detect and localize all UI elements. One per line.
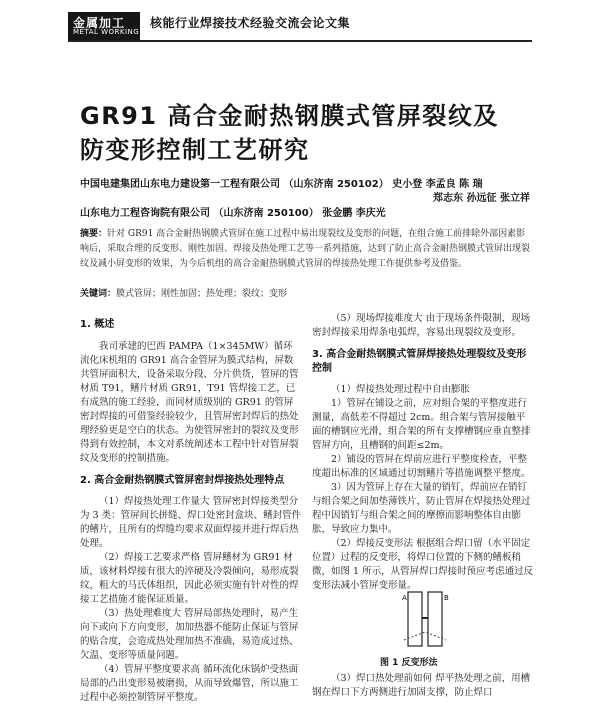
paper-title-line2: 防变形控制工艺研究 — [80, 136, 310, 164]
figure-panel-right — [428, 592, 442, 646]
abstract — [80, 227, 530, 272]
header-rule — [68, 40, 532, 42]
section-2-item-1: （1）焊接热处理工作量大 管屏密封焊接类型分为 3 类：管屏间长拼缝、焊口处密封盒块、鳍封管件的鳍片，且所有的焊缝均要求双面焊接并进行焊后热处理。 — [80, 496, 302, 549]
keywords-label: 关键词： — [80, 289, 117, 299]
section-1-heading: 1. 概述 — [80, 319, 115, 330]
section-2-item-4: （4）管屏平整度要求高 循环流化床锅炉受热面局部的凸出变形易被磨损，从而导致爆管，所以施工过程中必须控制管屏平整度。 — [80, 664, 299, 703]
figure-label-b: B — [444, 594, 449, 602]
journal-title: 核能行业焊接技术经验交流会论文集 — [150, 16, 351, 30]
section-3-sub-1: （1）焊接热处理过程中自由膨胀 — [331, 384, 471, 395]
figure-deformation-line — [404, 632, 446, 640]
section-3-item-1: 1）管屏在铺设之前，应对组合架的平整度进行测量，高低差不得超过 2cm。组合架与管屏接触平面的槽钢应光滑，组合架的所有支撑槽钢应垂直整排管屏方向，且槽钢的间距≤2m。 — [312, 398, 531, 451]
figure-1-caption: 图 1 反变形法 — [380, 658, 438, 668]
section-2-item-5: （5）现场焊接难度大 由于现场条件限制，现场密封焊接采用焊条电弧焊，容易出现裂纹及变形。 — [312, 313, 531, 338]
keywords-text: 膜式管屏；刚性加固；热处理；裂纹；变形 — [116, 289, 288, 299]
abstract-label: 摘要： — [80, 229, 108, 239]
affiliation-2: 山东电力工程咨询院有限公司 （山东济南 250100） 张金鹏 李庆光 — [80, 208, 386, 219]
keywords — [80, 287, 530, 301]
figure-1-diagram — [400, 588, 450, 650]
section-2-heading: 2. 高合金耐热钢膜式管屏密封焊接热处理特点 — [80, 475, 285, 486]
right-column — [312, 312, 534, 593]
section-2-item-2: （2）焊接工艺要求严格 管屏鳍材为 GR91 材质，该材料焊接有很大的淬硬及冷裂倾向，易形成裂纹，粗大的马氏体组织，因此必须实施有针对性的焊接工艺措施才能保证质量。 — [80, 552, 299, 605]
section-3-item-2: 2）铺设的管屏在焊前应进行平整度检查，平整度超出标准的区域通过切割鳍片等措施调整平整度。 — [312, 454, 531, 479]
logo-line1: 金属加工 — [73, 16, 126, 30]
affiliation-authors-cont: 郑志东 孙远征 张立祥 — [433, 193, 530, 204]
left-column — [80, 312, 302, 705]
affiliation-1: 中国电建集团山东电力建设第一工程有限公司 （山东济南 250102） 史小登 李孟良 陈 瑞 — [80, 179, 483, 190]
section-1-paragraph: 我司承建的巴西 PAMPA（1×345MW）循环流化床机组的 GR91 高合金管屏为膜式结构，屏数共管屏面积大，设备采取分段、分片供货，管屏的管材质 T91，鳍片材质 GR91，T91 管焊接工艺，已有成熟的施工经验，而同材质级别的 GR91 的管屏密封焊接的可借鉴经验较少，且管屏密封焊后的热处理经验更是空白的状态。为使管屏密封的裂纹及变形得到有效控制，本文对系统阐述本工程中针对管屏裂纹及变形的控制措施。 — [80, 341, 299, 464]
section-3-item-5: （3）焊口热处理前如何 焊平热处理之前，用槽钢在焊口下方两侧进行加固支撑，防止焊口 — [312, 673, 531, 698]
abstract-text: 针对 GR91 高合金耐热钢膜式管屏在施工过程中易出现裂纹及变形的问题，在组合施工前排除外部因素影响后，采取合理的反变形、刚性加固、焊接及热处理工艺等一系列措施，达到了防止高合金耐热钢膜式管屏出现裂纹及减小屏变形的效果，为今后机组的高合金耐热钢膜式管屏的焊接热处理工作提供参考及借鉴。 — [80, 229, 531, 269]
journal-logo — [68, 12, 140, 40]
section-3-item-4: （2）焊接反变形法 根据组合焊口留（水平固定位置）过程的反变形，将焊口位置的下侧的鳍板稍微，如图 1 所示，从管屏焊口焊接时预应考虑通过反变形法减小管屏变形量。 — [312, 538, 534, 591]
section-3-heading: 3. 高合金耐热钢膜式管屏焊接热处理裂纹及变形控制 — [312, 349, 527, 374]
right-column-bottom — [312, 672, 534, 700]
figure-panel-left — [408, 592, 422, 646]
logo-line2: METAL WORKING — [73, 28, 140, 36]
paper-title-line1: GR91 高合金耐热钢膜式管屏裂纹及 — [80, 102, 499, 130]
figure-label-a: A — [402, 594, 407, 602]
section-2-item-3: （3）热处理难度大 管屏局部热处理时，易产生向下或向下方向变形，加加热器不能防止保证与管屏的贴合度，会造成热处理加热不准确，易造成过热、欠温、变形等质量问题。 — [80, 608, 299, 661]
section-3-item-3: 3）因为管屏上存在大量的销钉，焊前应在销钉与组合架之间加垫薄铁片，防止管屏在焊接热处理过程中因销钉与组合架之间的摩擦而影响整体自由膨胀，导致应力集中。 — [312, 482, 531, 535]
